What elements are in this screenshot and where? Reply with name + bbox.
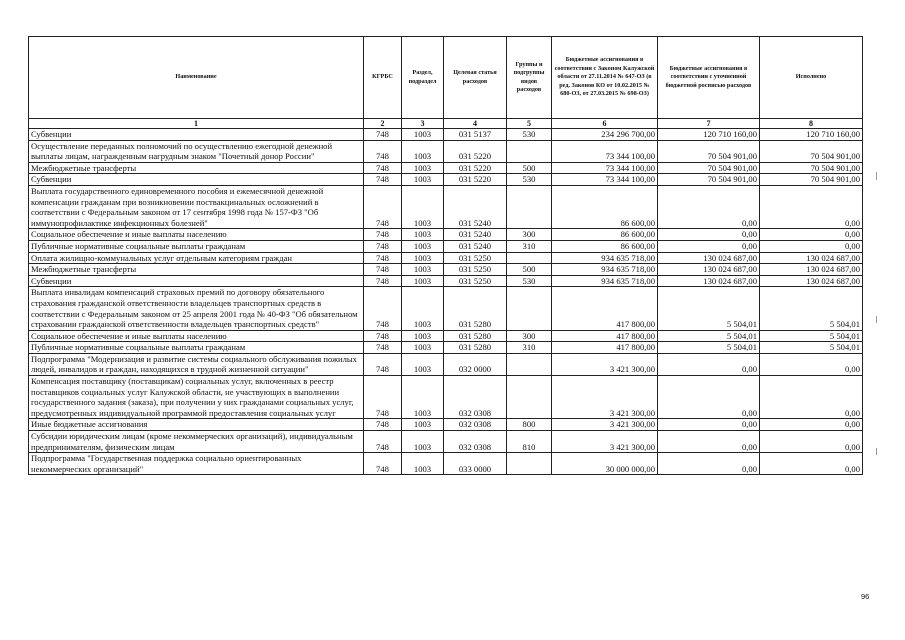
header-name: Наименование <box>29 37 364 119</box>
cell-refined: 5 504,01 <box>658 330 760 342</box>
cell-section: 1003 <box>402 342 444 354</box>
column-number: 4 <box>444 119 507 129</box>
cell-kgrbs: 748 <box>364 275 402 287</box>
cell-executed: 0,00 <box>760 376 863 419</box>
cell-law: 3 421 300,00 <box>552 376 658 419</box>
cell-section: 1003 <box>402 419 444 431</box>
column-number: 8 <box>760 119 863 129</box>
cell-section: 1003 <box>402 376 444 419</box>
cell-kgrbs: 748 <box>364 140 402 162</box>
header-section: Раздел, подраздел <box>402 37 444 119</box>
cell-target: 032 0308 <box>444 419 507 431</box>
cell-section: 1003 <box>402 252 444 264</box>
cell-name: Субвенции <box>29 275 364 287</box>
cell-group <box>507 140 552 162</box>
cell-target: 031 5240 <box>444 240 507 252</box>
column-number: 5 <box>507 119 552 129</box>
table-row <box>29 185 863 228</box>
cell-target: 031 5250 <box>444 252 507 264</box>
cell-target: 033 0000 <box>444 453 507 475</box>
cell-kgrbs: 748 <box>364 240 402 252</box>
cell-name: Подпрограмма "Государственная поддержка социально ориентированных некоммерческих организаций" <box>29 453 364 475</box>
cell-executed: 0,00 <box>760 353 863 375</box>
cell-law: 73 344 100,00 <box>552 174 658 186</box>
cell-refined: 120 710 160,00 <box>658 129 760 141</box>
cell-section: 1003 <box>402 129 444 141</box>
cell-kgrbs: 748 <box>364 252 402 264</box>
table-row <box>29 240 863 252</box>
cell-group: 310 <box>507 240 552 252</box>
table-body <box>29 129 863 475</box>
table-row <box>29 162 863 174</box>
cell-refined: 0,00 <box>658 431 760 453</box>
scan-mark <box>876 316 877 323</box>
cell-section: 1003 <box>402 185 444 228</box>
table-row <box>29 229 863 241</box>
scan-mark <box>876 448 877 455</box>
cell-law: 417 800,00 <box>552 287 658 330</box>
cell-kgrbs: 748 <box>364 453 402 475</box>
table-row <box>29 419 863 431</box>
cell-refined: 70 504 901,00 <box>658 140 760 162</box>
cell-section: 1003 <box>402 431 444 453</box>
cell-section: 1003 <box>402 162 444 174</box>
cell-group: 500 <box>507 264 552 276</box>
cell-name: Осуществление переданных полномочий по осуществлению ежегодной денежной выплаты лицам, награжденным нагрудным знаком "Почетный донор России" <box>29 140 364 162</box>
cell-kgrbs: 748 <box>364 353 402 375</box>
table-row <box>29 252 863 264</box>
cell-refined: 0,00 <box>658 419 760 431</box>
cell-section: 1003 <box>402 330 444 342</box>
table-row <box>29 431 863 453</box>
cell-kgrbs: 748 <box>364 162 402 174</box>
cell-executed: 0,00 <box>760 240 863 252</box>
cell-law: 934 635 718,00 <box>552 264 658 276</box>
cell-group <box>507 353 552 375</box>
table-row <box>29 140 863 162</box>
header-refined: Бюджетные ассигнования в соответствии с уточненной бюджетной росписью расходов <box>658 37 760 119</box>
cell-kgrbs: 748 <box>364 376 402 419</box>
cell-executed: 130 024 687,00 <box>760 275 863 287</box>
cell-law: 86 600,00 <box>552 229 658 241</box>
cell-executed: 0,00 <box>760 229 863 241</box>
header-kgrbs: КГРБС <box>364 37 402 119</box>
cell-name: Публичные нормативные социальные выплаты гражданам <box>29 240 364 252</box>
cell-group: 530 <box>507 129 552 141</box>
cell-refined: 0,00 <box>658 240 760 252</box>
cell-executed: 130 024 687,00 <box>760 264 863 276</box>
cell-group <box>507 252 552 264</box>
cell-executed: 0,00 <box>760 185 863 228</box>
table-row <box>29 330 863 342</box>
cell-kgrbs: 748 <box>364 129 402 141</box>
cell-target: 031 5240 <box>444 185 507 228</box>
column-number: 1 <box>29 119 364 129</box>
cell-refined: 130 024 687,00 <box>658 275 760 287</box>
cell-refined: 5 504,01 <box>658 287 760 330</box>
cell-executed: 70 504 901,00 <box>760 162 863 174</box>
cell-group <box>507 453 552 475</box>
cell-refined: 0,00 <box>658 229 760 241</box>
cell-name: Иные бюджетные ассигнования <box>29 419 364 431</box>
cell-refined: 5 504,01 <box>658 342 760 354</box>
table-row <box>29 353 863 375</box>
header-target: Целевая статья расходов <box>444 37 507 119</box>
cell-refined: 70 504 901,00 <box>658 162 760 174</box>
cell-kgrbs: 748 <box>364 419 402 431</box>
cell-group: 530 <box>507 275 552 287</box>
header-law: Бюджетные ассигнования в соответствии с Законом Калужской области от 27.11.2014 № 647-ОЗ (в ред. Законов КО от 10.02.2015 № 680-ОЗ, от 27.03.2015 № 698-ОЗ) <box>552 37 658 119</box>
column-number-row <box>29 119 863 129</box>
cell-refined: 0,00 <box>658 376 760 419</box>
cell-executed: 70 504 901,00 <box>760 174 863 186</box>
cell-group: 500 <box>507 162 552 174</box>
budget-table <box>28 36 863 475</box>
cell-name: Субвенции <box>29 129 364 141</box>
cell-law: 417 800,00 <box>552 342 658 354</box>
cell-executed: 0,00 <box>760 419 863 431</box>
cell-section: 1003 <box>402 174 444 186</box>
column-number: 7 <box>658 119 760 129</box>
cell-refined: 130 024 687,00 <box>658 264 760 276</box>
cell-name: Субвенции <box>29 174 364 186</box>
cell-section: 1003 <box>402 229 444 241</box>
cell-kgrbs: 748 <box>364 174 402 186</box>
cell-executed: 130 024 687,00 <box>760 252 863 264</box>
cell-target: 032 0308 <box>444 431 507 453</box>
cell-law: 73 344 100,00 <box>552 162 658 174</box>
cell-law: 86 600,00 <box>552 240 658 252</box>
column-number: 3 <box>402 119 444 129</box>
cell-name: Межбюджетные трансферты <box>29 162 364 174</box>
header-row <box>29 37 863 119</box>
cell-group: 300 <box>507 229 552 241</box>
cell-target: 031 5220 <box>444 174 507 186</box>
cell-name: Выплата инвалидам компенсаций страховых премий по договору обязательного страхования гражданской ответственности владельцев транспортных средств в соответствии с Федеральным законом от 25 апреля 2001 года № 40-ФЗ "Об обязательном страховании гражданской ответственности владельцев транспортных средств" <box>29 287 364 330</box>
cell-target: 031 5250 <box>444 275 507 287</box>
cell-section: 1003 <box>402 264 444 276</box>
cell-target: 031 5220 <box>444 140 507 162</box>
cell-name: Подпрограмма "Модернизация и развитие системы социального обслуживания пожилых людей, инвалидов и граждан, находящихся в трудной жизненной ситуации" <box>29 353 364 375</box>
cell-executed: 0,00 <box>760 453 863 475</box>
table-row <box>29 287 863 330</box>
cell-executed: 5 504,01 <box>760 287 863 330</box>
cell-refined: 130 024 687,00 <box>658 252 760 264</box>
cell-target: 031 5280 <box>444 287 507 330</box>
cell-refined: 70 504 901,00 <box>658 174 760 186</box>
table-row <box>29 174 863 186</box>
cell-law: 234 296 700,00 <box>552 129 658 141</box>
cell-target: 031 5137 <box>444 129 507 141</box>
cell-name: Публичные нормативные социальные выплаты гражданам <box>29 342 364 354</box>
cell-name: Субсидии юридическим лицам (кроме некоммерческих организаций), индивидуальным предпринимателям, физическим лицам <box>29 431 364 453</box>
cell-section: 1003 <box>402 140 444 162</box>
cell-executed: 5 504,01 <box>760 330 863 342</box>
cell-kgrbs: 748 <box>364 229 402 241</box>
scan-mark <box>876 172 877 180</box>
cell-name: Межбюджетные трансферты <box>29 264 364 276</box>
cell-group <box>507 376 552 419</box>
cell-target: 031 5280 <box>444 342 507 354</box>
cell-law: 3 421 300,00 <box>552 353 658 375</box>
cell-group: 300 <box>507 330 552 342</box>
cell-kgrbs: 748 <box>364 264 402 276</box>
cell-name: Выплата государственного единовременного пособия и ежемесячной денежной компенсации гражданам при возникновении поствакцинальных осложнений в соответствии с Федеральным законом от 17 сентября 1998 года № 157-ФЗ "Об иммунопрофилактике инфекционных болезней" <box>29 185 364 228</box>
cell-kgrbs: 748 <box>364 431 402 453</box>
cell-executed: 120 710 160,00 <box>760 129 863 141</box>
cell-name: Социальное обеспечение и иные выплаты населению <box>29 229 364 241</box>
cell-refined: 0,00 <box>658 453 760 475</box>
column-number: 2 <box>364 119 402 129</box>
table-row <box>29 275 863 287</box>
cell-section: 1003 <box>402 287 444 330</box>
cell-target: 032 0000 <box>444 353 507 375</box>
cell-name: Компенсация поставщику (поставщикам) социальных услуг, включенных в реестр поставщиков социальных услуг Калужской области, не участвующих в выполнении государственного задания (заказа), при получении у них гражданами социальных услуг, предусмотренных индивидуальной программой предоставления социальных услуг <box>29 376 364 419</box>
column-number: 6 <box>552 119 658 129</box>
cell-executed: 70 504 901,00 <box>760 140 863 162</box>
cell-executed: 5 504,01 <box>760 342 863 354</box>
cell-target: 031 5240 <box>444 229 507 241</box>
cell-target: 031 5280 <box>444 330 507 342</box>
cell-law: 934 635 718,00 <box>552 275 658 287</box>
cell-kgrbs: 748 <box>364 330 402 342</box>
table-row <box>29 342 863 354</box>
cell-group <box>507 185 552 228</box>
cell-section: 1003 <box>402 453 444 475</box>
cell-section: 1003 <box>402 275 444 287</box>
cell-refined: 0,00 <box>658 353 760 375</box>
table-row <box>29 376 863 419</box>
cell-law: 73 344 100,00 <box>552 140 658 162</box>
cell-section: 1003 <box>402 240 444 252</box>
cell-name: Оплата жилищно-коммунальных услуг отдельным категориям граждан <box>29 252 364 264</box>
cell-name: Социальное обеспечение и иные выплаты населению <box>29 330 364 342</box>
cell-target: 032 0308 <box>444 376 507 419</box>
cell-group: 800 <box>507 419 552 431</box>
cell-law: 30 000 000,00 <box>552 453 658 475</box>
cell-group <box>507 287 552 330</box>
cell-law: 417 800,00 <box>552 330 658 342</box>
cell-group: 810 <box>507 431 552 453</box>
cell-kgrbs: 748 <box>364 185 402 228</box>
table-row <box>29 129 863 141</box>
page-number: 96 <box>861 592 870 601</box>
cell-group: 310 <box>507 342 552 354</box>
cell-refined: 0,00 <box>658 185 760 228</box>
cell-target: 031 5220 <box>444 162 507 174</box>
cell-group: 530 <box>507 174 552 186</box>
cell-law: 934 635 718,00 <box>552 252 658 264</box>
header-group: Группы и подгруппы видов расходов <box>507 37 552 119</box>
cell-law: 3 421 300,00 <box>552 419 658 431</box>
cell-target: 031 5250 <box>444 264 507 276</box>
cell-law: 3 421 300,00 <box>552 431 658 453</box>
table-row <box>29 453 863 475</box>
cell-section: 1003 <box>402 353 444 375</box>
cell-law: 86 600,00 <box>552 185 658 228</box>
cell-kgrbs: 748 <box>364 287 402 330</box>
table-row <box>29 264 863 276</box>
header-executed: Исполнено <box>760 37 863 119</box>
cell-executed: 0,00 <box>760 431 863 453</box>
cell-kgrbs: 748 <box>364 342 402 354</box>
